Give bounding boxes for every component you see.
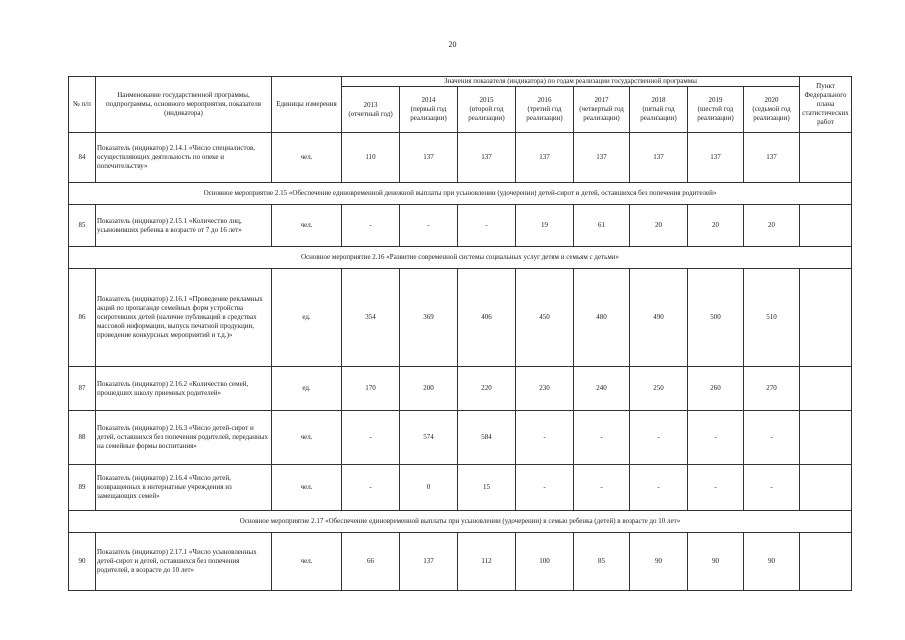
value-cell: 90 xyxy=(630,533,688,591)
header-year-label: 2014 xyxy=(421,95,436,104)
header-year-note: (второй год реализации) xyxy=(468,105,505,123)
header-year-2013 xyxy=(342,87,400,133)
value-cell: 20 xyxy=(744,205,800,247)
value-cell: 220 xyxy=(458,367,516,411)
indicator-name: Показатель (индикатор) 2.16.4 «Число детей, возвращенных в интернатные учреждения из замещающих семей» xyxy=(96,465,272,511)
value-cell: - xyxy=(688,411,744,465)
value-cell: - xyxy=(516,465,574,511)
header-values-title: Значения показателя (индикатора) по годам реализации государственной программы xyxy=(342,77,800,87)
value-cell: 500 xyxy=(688,269,744,367)
value-cell: 510 xyxy=(744,269,800,367)
header-plan: Пункт Федерального плана статистических работ xyxy=(800,77,852,133)
value-cell: 137 xyxy=(574,133,630,183)
header-year-2019 xyxy=(688,87,744,133)
page-number: 20 xyxy=(448,40,457,49)
table-row xyxy=(69,133,852,183)
table-row xyxy=(69,205,852,247)
table-row xyxy=(69,269,852,367)
section-title: Основное мероприятие 2.15 «Обеспечение единовременной денежной выплаты при усыновлении (удочерении) детей-сирот и детей, оставшихся без попечения родителей» xyxy=(69,183,852,205)
header-year-note: (третий год реализации) xyxy=(526,105,563,123)
plan-cell xyxy=(800,533,852,591)
value-cell: 450 xyxy=(516,269,574,367)
indicator-name: Показатель (индикатор) 2.14.1 «Число специалистов, осуществляющих деятельность по опеке и попечительству» xyxy=(96,133,272,183)
unit-cell: чел. xyxy=(272,205,342,247)
value-cell: - xyxy=(400,205,458,247)
value-cell: 584 xyxy=(458,411,516,465)
value-cell: - xyxy=(574,465,630,511)
header-year-note: (отчетный год) xyxy=(348,109,393,118)
row-number: 86 xyxy=(69,269,96,367)
row-number: 89 xyxy=(69,465,96,511)
value-cell: - xyxy=(744,465,800,511)
value-cell: 369 xyxy=(400,269,458,367)
value-cell: 230 xyxy=(516,367,574,411)
unit-cell: чел. xyxy=(272,133,342,183)
indicator-name: Показатель (индикатор) 2.16.3 «Число детей-сирот и детей, оставшихся без попечения родителей, переданных на семейные формы воспитания» xyxy=(96,411,272,465)
header-year-label: 2016 xyxy=(537,95,552,104)
value-cell: 200 xyxy=(400,367,458,411)
value-cell: 260 xyxy=(688,367,744,411)
value-cell: 0 xyxy=(400,465,458,511)
header-year-note: (первый год реализации) xyxy=(410,105,447,123)
value-cell: 20 xyxy=(630,205,688,247)
value-cell: - xyxy=(516,411,574,465)
header-year-label: 2020 xyxy=(764,95,779,104)
value-cell: 270 xyxy=(744,367,800,411)
section-title: Основное мероприятие 2.16 «Развитие современной системы социальных услуг детям и семьям с детьми» xyxy=(69,247,852,269)
value-cell: - xyxy=(458,205,516,247)
row-number: 85 xyxy=(69,205,96,247)
plan-cell xyxy=(800,367,852,411)
table-row xyxy=(69,411,852,465)
value-cell: 90 xyxy=(688,533,744,591)
value-cell: 137 xyxy=(400,133,458,183)
value-cell: 15 xyxy=(458,465,516,511)
value-cell: 112 xyxy=(458,533,516,591)
value-cell: 240 xyxy=(574,367,630,411)
value-cell: 480 xyxy=(574,269,630,367)
section-row xyxy=(69,511,852,533)
header-year-note: (четвертый год реализации) xyxy=(579,105,624,123)
plan-cell xyxy=(800,465,852,511)
value-cell: 170 xyxy=(342,367,400,411)
header-year-2017 xyxy=(574,87,630,133)
header-year-label: 2019 xyxy=(708,95,723,104)
value-cell: - xyxy=(342,205,400,247)
section-title: Основное мероприятие 2.17 «Обеспечение единовременной выплаты при усыновлении (удочерении) в семью ребенка (детей) в возрасте до 10 лет» xyxy=(69,511,852,533)
value-cell: - xyxy=(630,465,688,511)
row-number: 90 xyxy=(69,533,96,591)
value-cell: 61 xyxy=(574,205,630,247)
plan-cell xyxy=(800,205,852,247)
value-cell: 20 xyxy=(688,205,744,247)
unit-cell: ед. xyxy=(272,367,342,411)
unit-cell: чел. xyxy=(272,411,342,465)
header-year-label: 2015 xyxy=(479,95,494,104)
header-year-note: (седьмой год реализации) xyxy=(752,105,791,123)
header-year-2015 xyxy=(458,87,516,133)
indicator-name: Показатель (индикатор) 2.16.1 «Проведение рекламных акций по пропаганде семейных форм устройства осиротевших детей (наличие публикаций в средствах массовой информации, выпуск печатной продукции, проведение конкурсных мероприятий и т.д.)» xyxy=(96,269,272,367)
value-cell: 490 xyxy=(630,269,688,367)
header-num: № п/п xyxy=(69,77,96,133)
indicator-name: Показатель (индикатор) 2.17.1 «Число усыновленных детей-сирот и детей, оставшихся без попечения родителей, в возрасте до 10 лет» xyxy=(96,533,272,591)
value-cell: - xyxy=(574,411,630,465)
value-cell: 250 xyxy=(630,367,688,411)
value-cell: 110 xyxy=(342,133,400,183)
value-cell: 100 xyxy=(516,533,574,591)
indicator-name: Показатель (индикатор) 2.16.2 «Количество семей, прошедших школу приемных родителей» xyxy=(96,367,272,411)
value-cell: - xyxy=(630,411,688,465)
header-year-label: 2017 xyxy=(594,95,609,104)
header-year-label: 2018 xyxy=(651,95,666,104)
header-year-2014 xyxy=(400,87,458,133)
value-cell: 137 xyxy=(400,533,458,591)
plan-cell xyxy=(800,411,852,465)
value-cell: 354 xyxy=(342,269,400,367)
table-row xyxy=(69,465,852,511)
header-unit: Единицы измерения xyxy=(272,77,342,133)
value-cell: 137 xyxy=(630,133,688,183)
value-cell: 574 xyxy=(400,411,458,465)
row-number: 84 xyxy=(69,133,96,183)
value-cell: 406 xyxy=(458,269,516,367)
value-cell: 66 xyxy=(342,533,400,591)
value-cell: 137 xyxy=(744,133,800,183)
plan-cell xyxy=(800,133,852,183)
value-cell: 137 xyxy=(516,133,574,183)
section-row xyxy=(69,183,852,205)
value-cell: 19 xyxy=(516,205,574,247)
header-year-note: (шестой год реализации) xyxy=(697,105,734,123)
indicators-table xyxy=(68,76,852,591)
unit-cell: чел. xyxy=(272,533,342,591)
header-year-note: (пятый год реализации) xyxy=(640,105,677,123)
row-number: 88 xyxy=(69,411,96,465)
row-number: 87 xyxy=(69,367,96,411)
value-cell: 85 xyxy=(574,533,630,591)
value-cell: - xyxy=(688,465,744,511)
header-year-2018 xyxy=(630,87,688,133)
value-cell: - xyxy=(342,465,400,511)
plan-cell xyxy=(800,269,852,367)
header-year-2020 xyxy=(744,87,800,133)
indicator-name: Показатель (индикатор) 2.15.1 «Количество лиц, усыновивших ребенка в возрасте от 7 до 16 лет» xyxy=(96,205,272,247)
value-cell: 137 xyxy=(688,133,744,183)
value-cell: 90 xyxy=(744,533,800,591)
table-row xyxy=(69,533,852,591)
value-cell: - xyxy=(342,411,400,465)
header-year-2016 xyxy=(516,87,574,133)
unit-cell: ед. xyxy=(272,269,342,367)
section-row xyxy=(69,247,852,269)
unit-cell: чел. xyxy=(272,465,342,511)
table-row xyxy=(69,367,852,411)
header-name: Наименование государственной программы, подпрограммы, основного мероприятия, показателя (индикатора) xyxy=(96,77,272,133)
value-cell: - xyxy=(744,411,800,465)
value-cell: 137 xyxy=(458,133,516,183)
header-year-label: 2013 xyxy=(363,100,378,109)
